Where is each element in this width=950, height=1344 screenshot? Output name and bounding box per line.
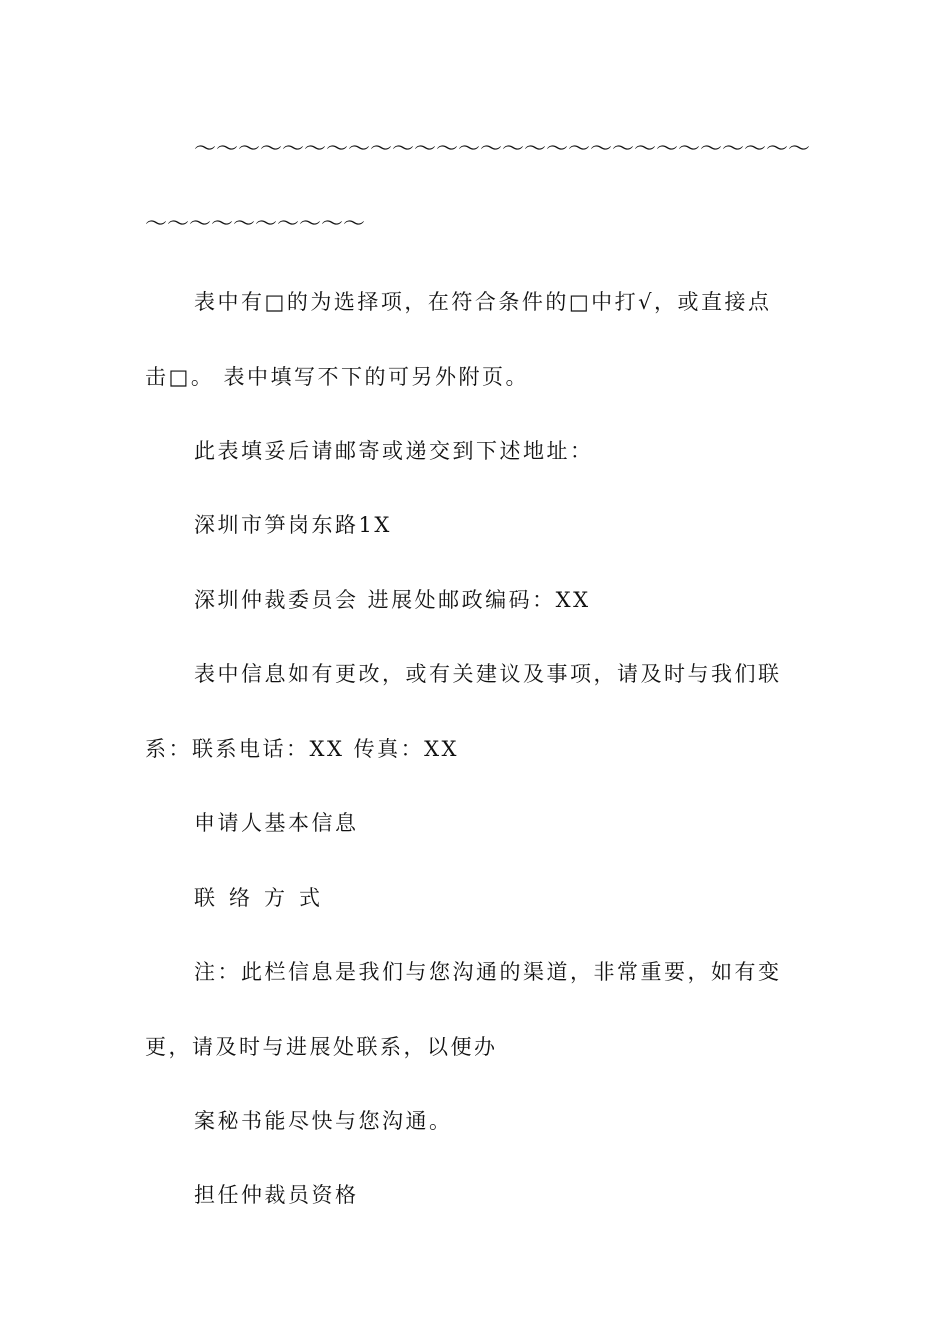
- mailing-instruction: 此表填妥后请邮寄或递交到下述地址：: [194, 439, 594, 463]
- note-paragraph-line-3: 案秘书能尽快与您沟通。: [194, 1109, 453, 1133]
- contact-paragraph-line-1: 表中信息如有更改，或有关建议及事项，请及时与我们联: [194, 662, 782, 686]
- section-heading-arbitrator-qualification: 担任仲裁员资格: [194, 1183, 359, 1207]
- wavy-divider-line-1: ～～～～～～～～～～～～～～～～～～～～～～～～～～～～: [194, 137, 810, 162]
- section-heading-applicant-info: 申请人基本信息: [194, 811, 359, 835]
- note-paragraph-line-1: 注：此栏信息是我们与您沟通的渠道，非常重要，如有变: [194, 960, 782, 984]
- contact-paragraph-line-2: 系：联系电话：XX 传真：XX: [145, 737, 459, 761]
- wavy-divider-line-2: ～～～～～～～～～～: [145, 212, 366, 237]
- mailing-address: 深圳市笋岗东路1X: [194, 513, 392, 537]
- section-heading-contact-method: 联络方式: [194, 886, 334, 910]
- instruction-paragraph-line-1: 表中有□的为选择项，在符合条件的□中打√，或直接点: [194, 290, 772, 314]
- instruction-paragraph-line-2: 击□。 表中填写不下的可另外附页。: [145, 365, 530, 389]
- note-paragraph-line-2: 更，请及时与进展处联系，以便办: [145, 1035, 498, 1059]
- mailing-recipient-postcode: 深圳仲裁委员会 进展处邮政编码：XX: [194, 588, 591, 612]
